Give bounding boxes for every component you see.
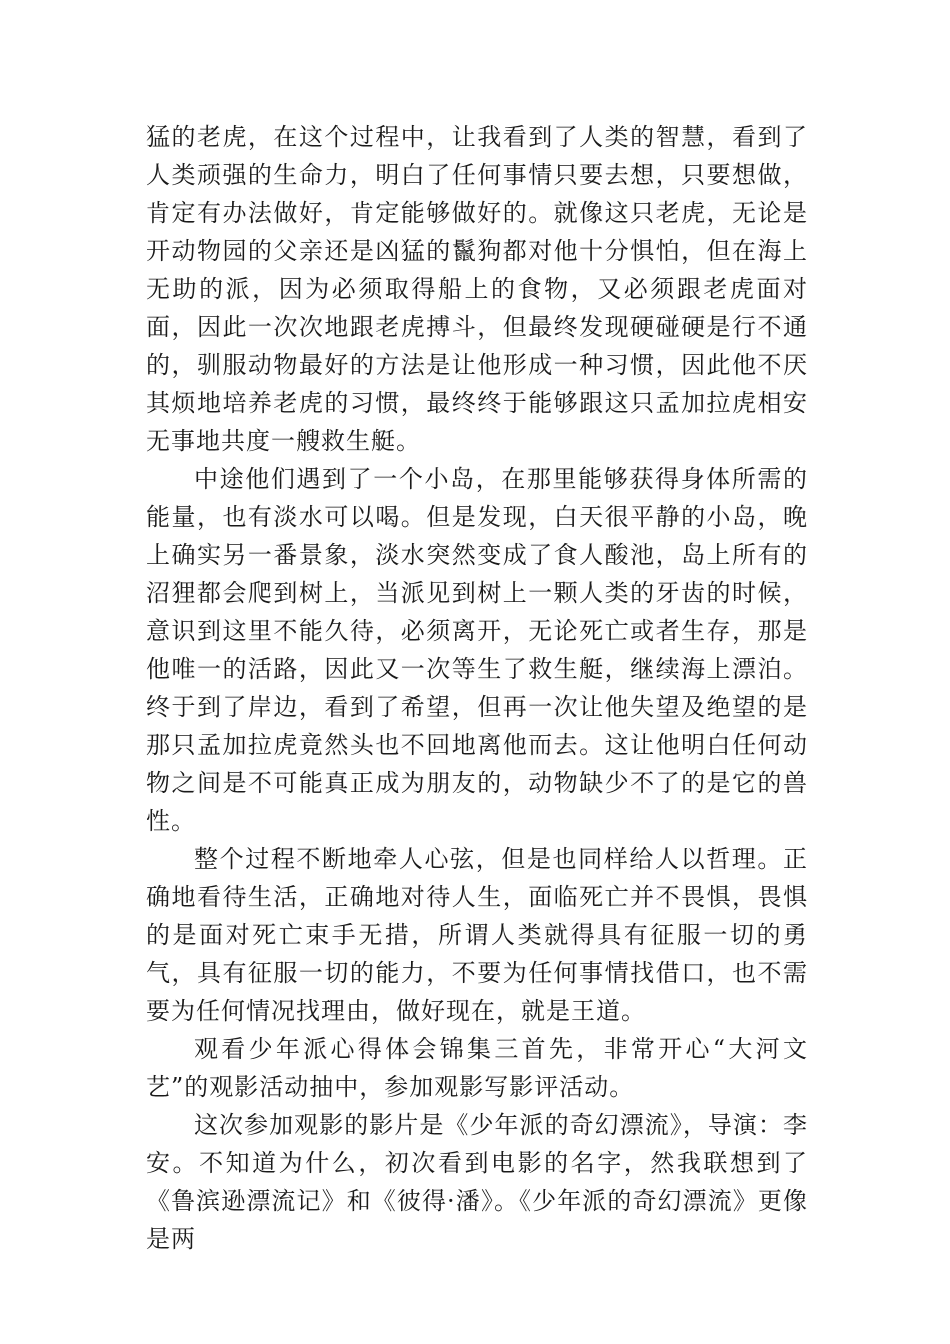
paragraph-5: 这次参加观影的影片是《少年派的奇幻漂流》，导演：李安。不知道为什么，初次看到电影的名字，然我联想到了《鲁滨逊漂流记》和《彼得·潘》。《少年派的奇幻漂流》更像是两 [146, 1111, 808, 1253]
document-page [146, 118, 808, 1258]
paragraph-1: 猛的老虎，在这个过程中，让我看到了人类的智慧，看到了人类顽强的生命力，明白了任何事情只要去想，只要想做，肯定有办法做好，肯定能够做好的。就像这只老虎，无论是开动物园的父亲还是凶猛的鬣狗都对他十分惧怕，但在海上无助的派，因为必须取得船上的食物，又必须跟老虎面对面，因此一次次地跟老虎搏斗，但最终发现硬碰硬是行不通的，驯服动物最好的方法是让他形成一种习惯，因此他不厌其烦地培养老虎的习惯，最终终于能够跟这只孟加拉虎相安无事地共度一艘救生艇。 [146, 123, 808, 455]
paragraph-3: 整个过程不断地牵人心弦，但是也同样给人以哲理。正确地看待生活，正确地对待人生，面临死亡并不畏惧，畏惧的是面对死亡束手无措，所谓人类就得具有征服一切的勇气，具有征服一切的能力，不要为任何事情找借口，也不需要为任何情况找理由，做好现在，就是王道。 [146, 845, 808, 1025]
paragraph-4: 观看少年派心得体会锦集三首先，非常开心“大河文艺”的观影活动抽中，参加观影写影评活动。 [146, 1035, 808, 1101]
paragraph-2: 中途他们遇到了一个小岛，在那里能够获得身体所需的能量，也有淡水可以喝。但是发现，白天很平静的小岛，晚上确实另一番景象，淡水突然变成了食人酸池，岛上所有的沼狸都会爬到树上，当派见到树上一颗人类的牙齿的时候，意识到这里不能久待，必须离开，无论死亡或者生存，那是他唯一的活路，因此又一次等生了救生艇，继续海上漂泊。终于到了岸边，看到了希望，但再一次让他失望及绝望的是那只孟加拉虎竟然头也不回地离他而去。这让他明白任何动物之间是不可能真正成为朋友的，动物缺少不了的是它的兽性。 [146, 465, 808, 835]
